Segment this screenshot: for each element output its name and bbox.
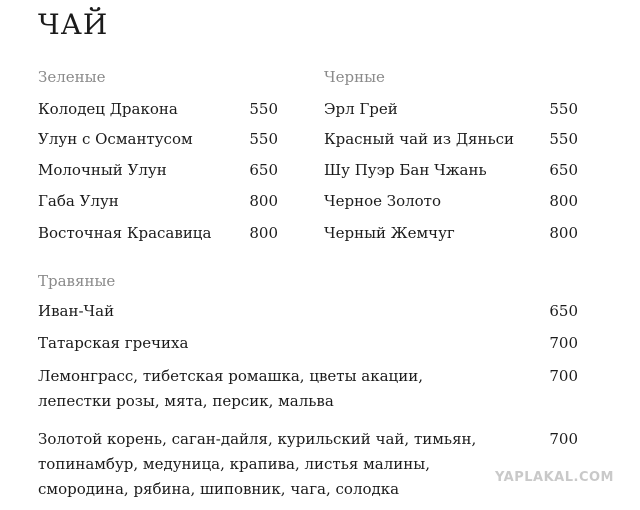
site-watermark: YAPLAKAL.COM — [495, 470, 614, 485]
menu-item — [38, 222, 278, 244]
item-price: 800 — [549, 192, 578, 210]
menu-item — [38, 128, 278, 150]
menu-item — [38, 159, 278, 181]
item-name: Восточная Красавица — [38, 224, 212, 242]
item-name-line: лепестки розы, мята, персик, мальва — [38, 392, 334, 410]
item-name: Черный Жемчуг — [324, 224, 455, 242]
item-name — [38, 427, 508, 502]
item-price: 650 — [549, 161, 578, 179]
item-price: 700 — [549, 334, 578, 352]
green-section-heading: Зеленые — [38, 68, 106, 86]
item-price: 700 — [549, 367, 578, 385]
menu-item — [324, 159, 578, 181]
menu-item — [324, 128, 578, 150]
item-name: Шу Пуэр Бан Чжань — [324, 161, 487, 179]
item-price: 550 — [249, 100, 278, 118]
item-name — [38, 331, 508, 356]
item-name-line: топинамбур, медуница, крапива, листья малины, — [38, 455, 430, 473]
item-name-line: смородина, рябина, шиповник, чага, солодка — [38, 480, 400, 498]
menu-item — [324, 98, 578, 120]
item-name-line: Татарская гречиха — [38, 334, 189, 352]
item-name-line: Золотой корень, саган-дайля, курильский чай, тимьян, — [38, 430, 477, 448]
menu-item — [38, 98, 278, 120]
item-price: 700 — [549, 430, 578, 448]
item-name: Красный чай из Дяньси — [324, 130, 515, 148]
menu-item — [324, 222, 578, 244]
item-price: 800 — [549, 224, 578, 242]
item-price: 650 — [549, 302, 578, 320]
menu-item — [324, 190, 578, 212]
black-section-heading: Черные — [324, 68, 385, 86]
item-name-line: Лемонграсс, тибетская ромашка, цветы акации, — [38, 367, 423, 385]
item-name — [38, 299, 508, 324]
item-price: 650 — [249, 161, 278, 179]
item-price: 800 — [249, 224, 278, 242]
item-price: 550 — [549, 130, 578, 148]
herbal-section-heading: Травяные — [38, 272, 116, 290]
item-name: Черное Золото — [324, 192, 442, 210]
page-title: ЧАЙ — [38, 8, 109, 41]
item-price: 550 — [249, 130, 278, 148]
item-name: Эрл Грей — [324, 100, 398, 118]
item-name: Молочный Улун — [38, 161, 167, 179]
item-name: Габа Улун — [38, 192, 119, 210]
item-price: 550 — [549, 100, 578, 118]
menu-item — [38, 190, 278, 212]
item-name-line: Иван-Чай — [38, 302, 115, 320]
item-name — [38, 364, 508, 414]
item-price: 800 — [249, 192, 278, 210]
item-name: Улун с Османтусом — [38, 130, 193, 148]
item-name: Колодец Дракона — [38, 100, 178, 118]
